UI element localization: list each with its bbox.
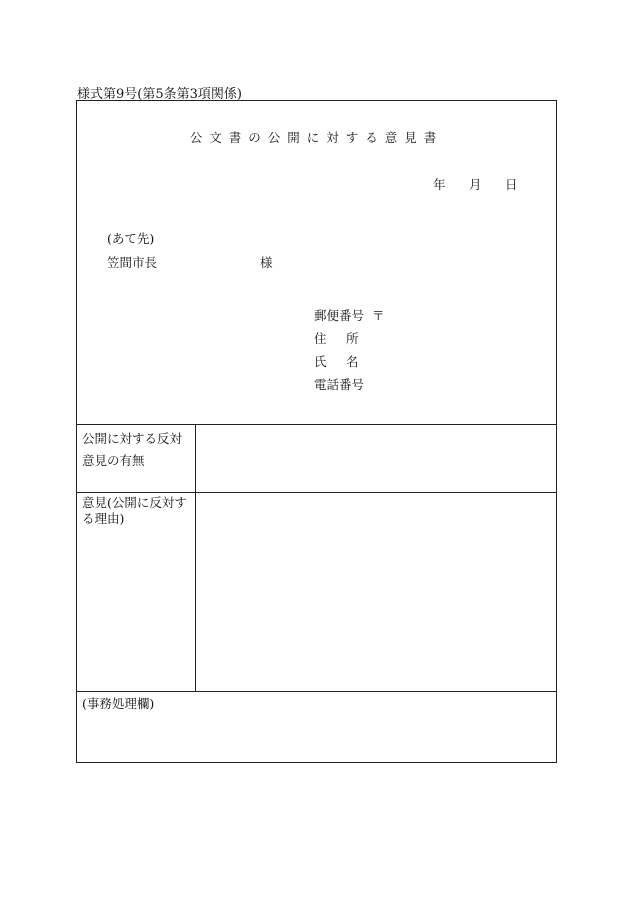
postal-code-row bbox=[314, 306, 385, 329]
document-title: 公文書の公開に対する意見書 bbox=[189, 130, 444, 145]
address-label-char-1: 住 bbox=[314, 331, 327, 346]
postal-code-label: 郵便番号 bbox=[314, 308, 365, 323]
opinion-label: 意見(公開に反対する理由) bbox=[77, 493, 196, 692]
form-number: 様式第9号(第5条第3項関係) bbox=[77, 87, 242, 102]
address-label bbox=[314, 329, 360, 347]
date-year-label: 年 bbox=[433, 177, 446, 192]
address-label-char-2: 所 bbox=[346, 331, 359, 346]
opinion-field[interactable] bbox=[197, 493, 556, 692]
date-day-label: 日 bbox=[505, 177, 518, 192]
objection-label: 公開に対する反対意見の有無 bbox=[77, 425, 196, 493]
date-month-label: 月 bbox=[469, 177, 482, 192]
office-use-label: (事務処理欄) bbox=[82, 696, 155, 711]
name-label-char-1: 氏 bbox=[314, 354, 327, 369]
addressee-name: 笠間市長 bbox=[107, 255, 158, 270]
phone-row bbox=[314, 375, 364, 398]
name-label bbox=[314, 352, 360, 370]
postal-mark-icon: 〒 bbox=[372, 308, 385, 323]
address-row bbox=[314, 329, 364, 352]
name-row bbox=[314, 352, 364, 375]
addressee-label: (あて先) bbox=[107, 231, 155, 246]
addressee-honorific: 様 bbox=[260, 255, 273, 270]
office-use-row bbox=[77, 691, 556, 763]
name-label-char-2: 名 bbox=[346, 354, 359, 369]
opinion-row bbox=[77, 492, 556, 692]
phone-label: 電話番号 bbox=[314, 377, 365, 392]
sender-block bbox=[314, 306, 385, 398]
opinion-form bbox=[76, 100, 557, 763]
objection-field[interactable] bbox=[197, 425, 556, 493]
objection-row bbox=[77, 424, 556, 493]
